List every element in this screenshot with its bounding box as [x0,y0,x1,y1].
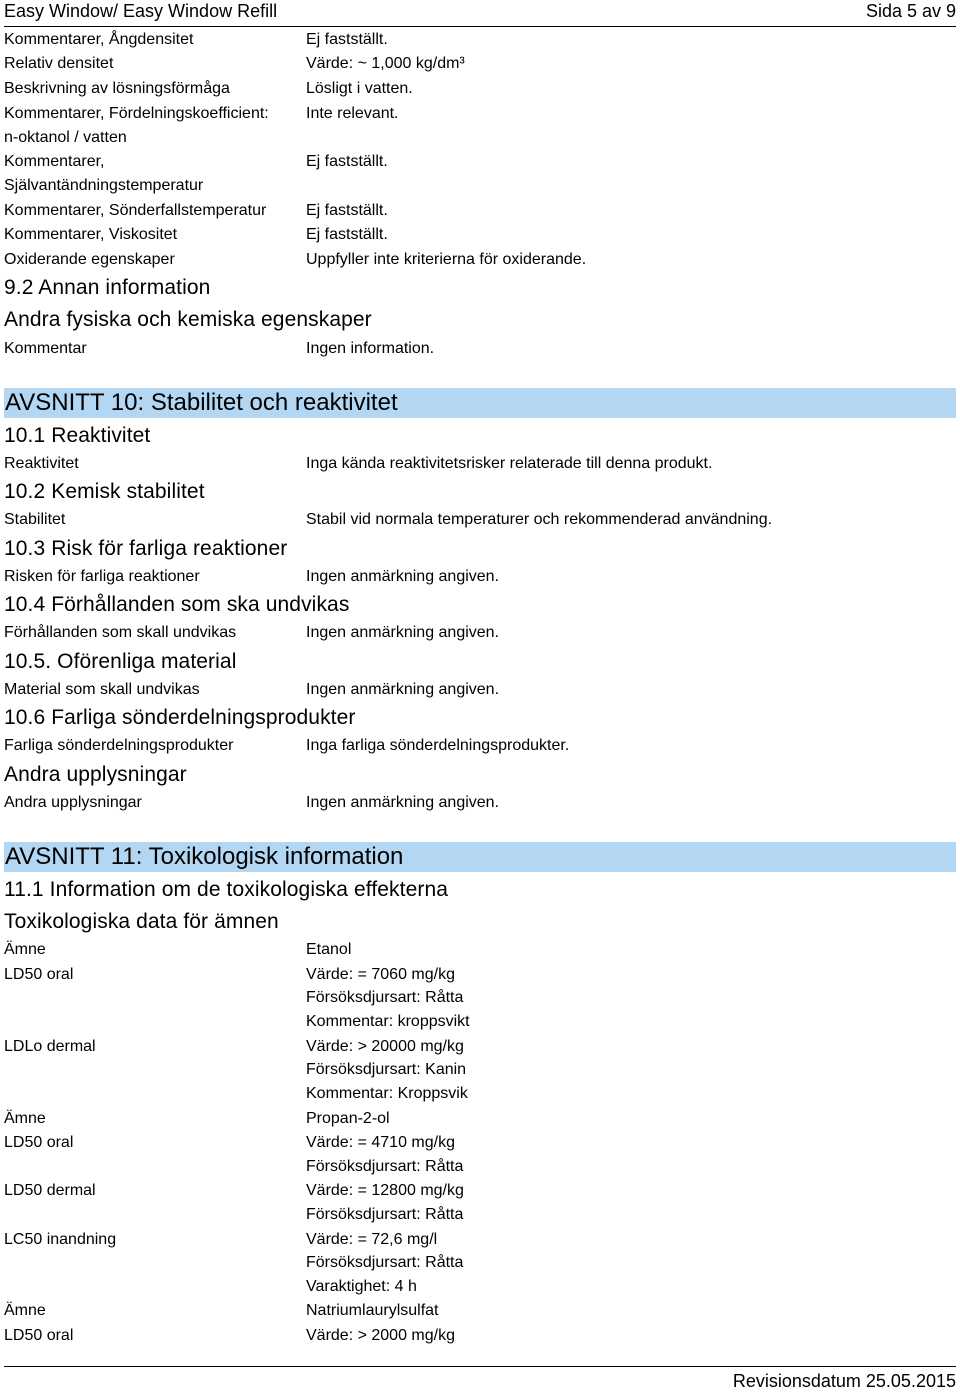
property-label: Kommentarer, Viskositet [4,226,178,243]
section-11-title: AVSNITT 11: Toxikologisk information [5,843,404,870]
tox-value: Propan-2-ol [306,1110,390,1127]
subsection-heading: 10.3 Risk för farliga reaktioner [4,537,288,560]
tox-value: Värde: > 2000 mg/kg [306,1327,455,1344]
tox-value: Kommentar: Kroppsvik [306,1085,468,1102]
property-label: Förhållanden som skall undvikas [4,624,237,641]
property-value: Ingen anmärkning angiven. [306,794,500,811]
tox-label: LD50 dermal [4,1182,96,1199]
tox-label: LDLo dermal [4,1038,96,1055]
subsection-heading: 10.5. Oförenliga material [4,650,237,673]
property-value: Stabil vid normala temperaturer och rekommenderad användning. [306,511,773,528]
property-label: Material som skall undvikas [4,681,200,698]
tox-label: LC50 inandning [4,1231,117,1248]
tox-label: LD50 oral [4,1327,74,1344]
property-value: Ej fastställt. [306,153,388,170]
tox-value: Försöksdjursart: Råtta [306,1158,464,1175]
section-10-title: AVSNITT 10: Stabilitet och reaktivitet [5,389,398,416]
property-value: Inga kända reaktivitetsrisker relaterade till denna produkt. [306,455,713,472]
property-value: Uppfyller inte kriterierna för oxiderande. [306,251,587,268]
tox-value: Varaktighet: 4 h [306,1278,417,1295]
property-value: Ej fastställt. [306,226,388,243]
section-9-2-heading: 9.2 Annan information [4,276,211,299]
subsection-heading: 10.1 Reaktivitet [4,424,151,447]
property-label: Beskrivning av lösningsförmåga [4,80,230,97]
page-header [4,0,956,27]
tox-label: LD50 oral [4,1134,74,1151]
property-label-continued: n-oktanol / vatten [4,129,127,146]
tox-value: Försöksdjursart: Kanin [306,1061,467,1078]
section-11-subheading: Toxikologiska data för ämnen [4,910,279,933]
property-label: Oxiderande egenskaper [4,251,175,268]
tox-value: Försöksdjursart: Råtta [306,989,464,1006]
tox-label: Ämne [4,1110,46,1127]
property-label: Risken för farliga reaktioner [4,568,200,585]
property-value: Värde: ~ 1,000 kg/dm³ [306,55,465,72]
section-11-title-bar [4,842,956,872]
property-label: Farliga sönderdelningsprodukter [4,737,234,754]
tox-value: Värde: = 4710 mg/kg [306,1134,455,1151]
tox-value: Värde: = 7060 mg/kg [306,966,455,983]
subsection-heading: 10.6 Farliga sönderdelningsprodukter [4,706,356,729]
section-10-title-bar [4,388,956,418]
property-label: Kommentar [4,340,87,357]
property-value: Lösligt i vatten. [306,80,413,97]
property-value: Inte relevant. [306,105,399,122]
property-label: Andra upplysningar [4,794,142,811]
property-value: Inga farliga sönderdelningsprodukter. [306,737,570,754]
property-value: Ingen anmärkning angiven. [306,568,500,585]
property-label: Kommentarer, [4,153,105,170]
section-11-1-heading: 11.1 Information om de toxikologiska effekterna [4,878,449,901]
subsection-heading: Andra upplysningar [4,763,187,786]
property-value: Ingen anmärkning angiven. [306,624,500,641]
tox-value: Försöksdjursart: Råtta [306,1206,464,1223]
property-label: Stabilitet [4,511,66,528]
tox-value: Kommentar: kroppsvikt [306,1013,470,1030]
tox-value: Etanol [306,941,352,958]
revision-date: Revisionsdatum 25.05.2015 [732,1371,956,1391]
tox-label: Ämne [4,941,46,958]
subsection-heading: 10.4 Förhållanden som ska undvikas [4,593,350,616]
subsection-heading: 10.2 Kemisk stabilitet [4,480,205,503]
section-9-2-subheading: Andra fysiska och kemiska egenskaper [4,308,372,331]
property-value: Ingen anmärkning angiven. [306,681,500,698]
page-footer [4,1366,956,1393]
property-label: Kommentarer, Ångdensitet [4,31,194,48]
property-label-continued: Självantändningstemperatur [4,177,204,194]
tox-value: Värde: = 72,6 mg/l [306,1231,438,1248]
property-value: Ingen information. [306,340,435,357]
tox-label: LD50 oral [4,966,74,983]
tox-value: Värde: = 12800 mg/kg [306,1182,464,1199]
tox-label: Ämne [4,1302,46,1319]
property-label: Kommentarer, Sönderfallstemperatur [4,202,267,219]
property-label: Reaktivitet [4,455,79,472]
property-label: Relativ densitet [4,55,114,72]
tox-value: Försöksdjursart: Råtta [306,1254,464,1271]
property-value: Ej fastställt. [306,31,388,48]
page-number: Sida 5 av 9 [865,1,956,21]
tox-value: Värde: > 20000 mg/kg [306,1038,464,1055]
document-title: Easy Window/ Easy Window Refill [4,1,278,21]
property-label: Kommentarer, Fördelningskoefficient: [4,105,269,122]
tox-value: Natriumlaurylsulfat [306,1302,439,1319]
property-value: Ej fastställt. [306,202,388,219]
